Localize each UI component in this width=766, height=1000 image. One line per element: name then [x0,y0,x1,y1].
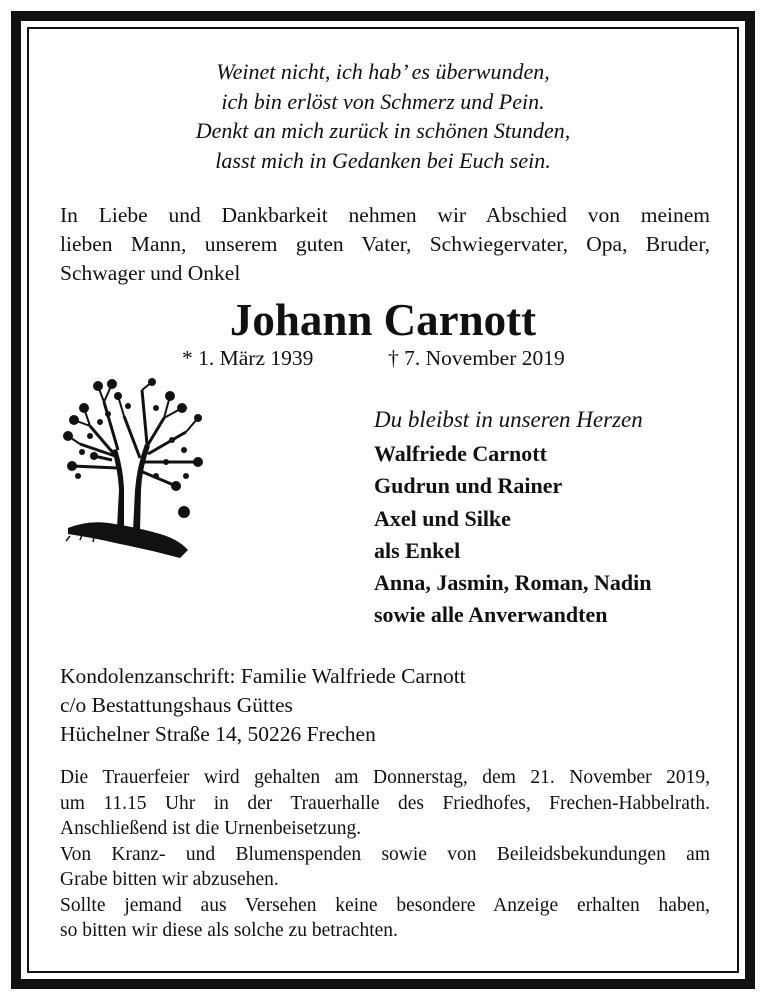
address-line: Kondolenzanschrift: Familie Walfriede Carnott [60,664,466,688]
funeral-details [60,765,710,944]
poem-line: ich bin erlöst von Schmerz und Pein. [221,88,545,114]
mourner-line: als Enkel [374,537,461,563]
details-line: Von Kranz- und Blumenspenden sowie von Beileidsbekundungen am [60,843,710,865]
details-line: um 11.15 Uhr in der Trauerhalle des Friedhofes, Frechen-Habbelrath. [60,792,710,814]
mourner-line: Gudrun und Rainer [374,473,563,499]
family-motto: Du bleibst in unseren Herzen [374,407,643,432]
poem-line: lasst mich in Gedanken bei Euch sein. [215,147,551,173]
details-line: so bitten wir diese als solche zu betrachten. [60,920,398,941]
details-line: Anschließend ist die Urnenbeisetzung. [60,818,362,839]
details-line: Sollte jemand aus Versehen keine besondere Anzeige erhalten haben, [60,894,710,916]
memorial-poem [40,57,726,175]
mourners-block [374,402,724,632]
farewell-line: Schwager und Onkel [60,261,241,285]
birth-date: * 1. März 1939 [182,346,314,370]
death-date: † 7. November 2019 [388,346,565,370]
condolence-address [60,662,466,749]
mourner-line: Walfriede Carnott [374,441,547,466]
mourner-line: Anna, Jasmin, Roman, Nadin [374,570,652,596]
farewell-line: In Liebe und Dankbarkeit nehmen wir Abschied von meinem [60,203,710,227]
farewell-text [60,201,710,288]
mourner-line: sowie alle Anverwandten [374,602,608,628]
poem-line: Weinet nicht, ich hab’ es überwunden, [216,59,550,84]
mourner-line: Axel und Silke [374,505,511,531]
details-line: Die Trauerfeier wird gehalten am Donnerstag, dem 21. November 2019, [60,767,710,788]
farewell-line: lieben Mann, unserem guten Vater, Schwiegervater, Opa, Bruder, [60,232,710,256]
details-line: Grabe bitten wir abzusehen. [60,869,279,890]
deceased-name: Johann Carnott [229,295,537,345]
poem-line: Denkt an mich zurück in schönen Stunden, [195,118,571,143]
tree-icon [60,378,205,566]
address-line: c/o Bestattungshaus Güttes [60,693,293,717]
address-line: Hüchelner Straße 14, 50226 Frechen [60,722,376,746]
